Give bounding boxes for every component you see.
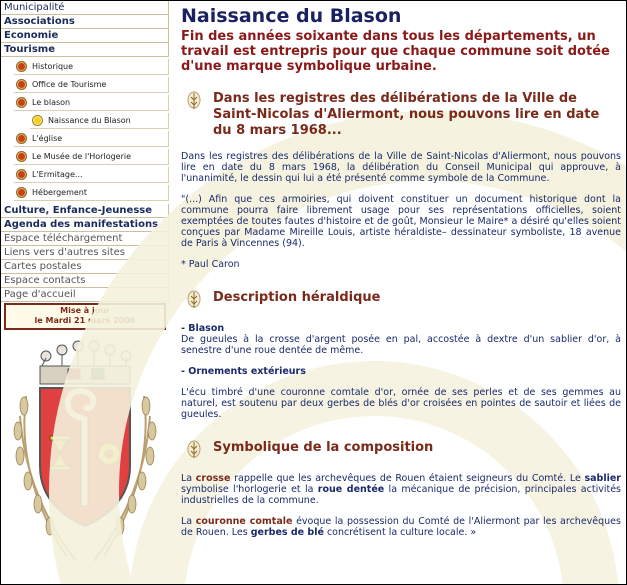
bullet-icon bbox=[16, 79, 27, 90]
section1-footnote: * Paul Caron bbox=[181, 259, 240, 270]
nav-label: Office de Tourisme bbox=[32, 80, 107, 89]
nav-associations[interactable]: Associations bbox=[1, 15, 169, 29]
bullet-icon bbox=[16, 133, 27, 144]
nav-tourisme[interactable]: Tourisme bbox=[1, 43, 169, 57]
nav-label: L'église bbox=[32, 134, 63, 143]
nav-label: Hébergement bbox=[32, 188, 88, 197]
nav-le-blason[interactable] bbox=[14, 95, 169, 111]
nav-liens[interactable]: Liens vers d'autres sites bbox=[1, 246, 169, 260]
intro-text: Fin des années soixante dans tous les départements, un travail est entrepris pour que chaque commune soit dotée d'une marque symbolique urbaine. bbox=[181, 29, 610, 74]
nav-culture[interactable]: Culture, Enfance-Jeunesse bbox=[1, 204, 169, 218]
bullet-icon bbox=[16, 187, 27, 198]
nav-hebergement[interactable] bbox=[14, 185, 169, 201]
nav-historique[interactable] bbox=[14, 59, 169, 75]
page-title: Naissance du Blason bbox=[181, 5, 402, 27]
nav-ermitage[interactable] bbox=[14, 167, 169, 183]
bullet-icon bbox=[16, 97, 27, 108]
wheat-icon bbox=[187, 440, 201, 460]
nav-musee-horlogerie[interactable] bbox=[14, 149, 169, 165]
bullet-icon bbox=[16, 61, 27, 72]
nav-label: Naissance du Blason bbox=[48, 116, 131, 125]
bullet-icon bbox=[16, 151, 27, 162]
nav-agenda[interactable]: Agenda des manifestations bbox=[1, 218, 169, 232]
ornements-text: L'écu timbré d'une couronne comtale d'or, ornée de ses perles et de ses gemmes au naturel, est soutenu par deux gerbes de blés d'or croisées en pointes de sautoir et liées de gueules. bbox=[181, 387, 621, 420]
nav-cartes-postales[interactable]: Cartes postales bbox=[1, 260, 169, 274]
nav-accueil[interactable]: Page d'accueil bbox=[1, 288, 169, 302]
ornements-label: - Ornements extérieurs bbox=[181, 366, 306, 377]
nav-economie[interactable]: Economie bbox=[1, 29, 169, 43]
section-heading bbox=[181, 91, 621, 139]
nav-label: Le blason bbox=[32, 98, 71, 107]
nav-label: Le Musée de l'Horlogerie bbox=[32, 152, 132, 161]
wheat-icon bbox=[187, 91, 201, 111]
nav-eglise[interactable] bbox=[14, 131, 169, 147]
nav-naissance-blason[interactable] bbox=[30, 113, 169, 129]
symbolique-paragraph-1: La crosse rappelle que les archevêques de Rouen étaient seigneurs du Comté. Le sablier symbolise l'horlogerie et la roue dentée la mécanique de précision, principales activités industrielles de la commune. bbox=[181, 473, 621, 506]
update-date: le Mardi 21 mars 2006 bbox=[34, 316, 136, 325]
section-heading bbox=[181, 440, 621, 460]
section1-paragraph: Dans les registres des délibérations de la Ville de Saint-Nicolas d'Aliermont, nous pouvons lire en date du 8 mars 1968, la délibération du Conseil Municipal qui approuve, à l'unanimité, le dessin qui lui a été présenté comme symbole de la Commune. bbox=[181, 151, 621, 184]
nav-label: L'Ermitage... bbox=[32, 170, 83, 179]
wheat-icon bbox=[187, 290, 201, 310]
nav-office-tourisme[interactable] bbox=[14, 77, 169, 93]
bullet-icon bbox=[16, 169, 27, 180]
section-title: Dans les registres des délibérations de la Ville de Saint-Nicolas d'Aliermont, nous pouvons lire en date du 8 mars 1968... bbox=[213, 91, 600, 138]
section-title: Description héraldique bbox=[213, 290, 381, 305]
symbolique-paragraph-2: La couronne comtale évoque la possession du Comté de l'Aliermont par les archevêques de Rouen. Les gerbes de blé concrétisent la culture locale. » bbox=[181, 516, 621, 538]
blason-text: De gueules à la crosse d'argent posée en pal, accostée à dextre d'un sablier d'or, à senestre d'une roue dentée de même. bbox=[181, 334, 621, 356]
nav-label: Historique bbox=[32, 62, 74, 71]
blason-label: - Blason bbox=[181, 323, 225, 334]
nav-municipalite[interactable]: Municipalité bbox=[1, 1, 169, 15]
bullet-icon bbox=[32, 115, 43, 126]
section-title: Symbolique de la composition bbox=[213, 440, 434, 455]
section-heading bbox=[181, 290, 621, 310]
section1-quote: "(...) Afin que ces armoiries, qui doivent constituer un document historique dont la commune pourra faire librement usage pour ses représentations officielles, soient exemptées de toutes fautes d'histoire et de goût, Monsieur le Maire* a désiré qu'elles soient conçues par Madame Mireille Louis, artiste héraldiste– dessinateur symboliste, 18 avenue de Paris à Vincennes (94). bbox=[181, 194, 621, 249]
main-content bbox=[169, 1, 626, 584]
nav-contacts[interactable]: Espace contacts bbox=[1, 274, 169, 288]
update-label: Mise à jour bbox=[60, 306, 110, 315]
nav-telechargement[interactable]: Espace téléchargement bbox=[1, 232, 169, 246]
